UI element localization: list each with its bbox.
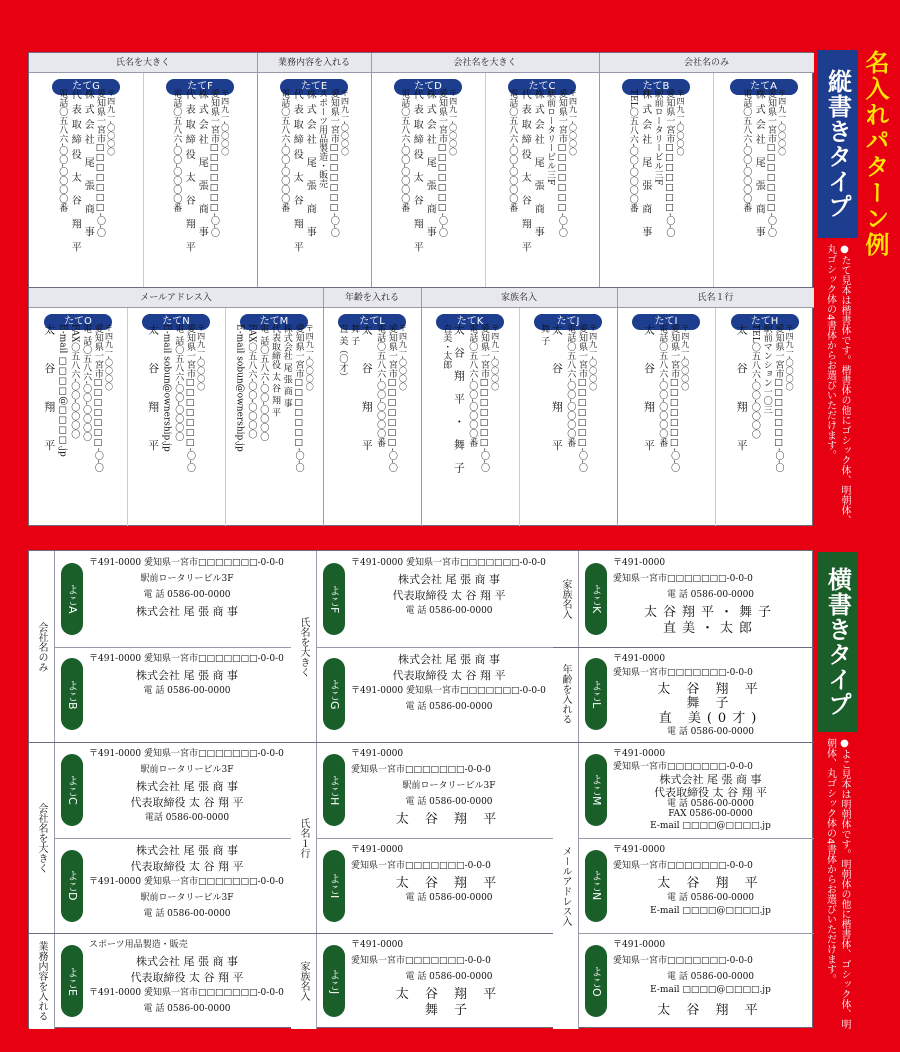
vertical-sample-card — [371, 63, 485, 287]
vertical-text-block — [35, 89, 137, 283]
horizontal-line: 愛知県一宮市□□□□□□□-0-0-0 — [613, 761, 753, 772]
vertical-line: 愛知県一宮市□□□□□□□-〇-〇 — [669, 324, 680, 473]
vgroup-header-row2: 氏名１行 — [617, 288, 814, 308]
horizontal-sample-card — [579, 742, 814, 838]
sample-tag: たてO — [44, 314, 112, 330]
vertical-line: 〒四九一-〇〇〇〇 — [448, 89, 458, 156]
horizontal-line: 駅前ロータリービル3F — [402, 781, 496, 792]
horizontal-line: 〒491-0000 — [613, 844, 666, 855]
vertical-sample-card — [127, 298, 225, 522]
vertical-line: 株式会社 尾 張 商 事 — [424, 89, 436, 242]
vertical-line: 〒四九一-〇〇〇〇 — [305, 324, 315, 391]
sample-tag: よこL — [585, 658, 607, 730]
vertical-text-block — [263, 89, 365, 283]
vertical-line: 株式会社 尾 張 商 事 — [532, 89, 544, 242]
vertical-type-label: 縦書きタイプ — [818, 50, 858, 238]
vertical-line: 株式会社 尾 張 商 事 — [304, 89, 316, 242]
vertical-line: 電話〇五八六-〇〇-〇〇〇〇番 — [657, 324, 668, 448]
vertical-line: 舞 子 — [349, 324, 360, 345]
horizontal-line: 太 谷 翔 平 — [657, 875, 764, 891]
horizontal-line: 電 話 0586-00-0000 — [666, 590, 755, 600]
vertical-line: 電話〇五八六-〇〇-〇〇〇〇番 — [375, 324, 386, 448]
horizontal-line: 愛知県一宮市□□□□□□□-0-0-0 — [351, 860, 491, 871]
vertical-line: 電話〇五八六-〇〇-〇〇〇〇番 — [399, 89, 410, 213]
vertical-line: E-mail sobun@ownership.jp — [234, 324, 245, 452]
divider — [715, 308, 716, 526]
divider — [519, 308, 520, 526]
vertical-line: 〒四九一-〇〇〇〇 — [568, 89, 578, 156]
vertical-line: 太 谷 翔 平 — [735, 324, 749, 463]
horizontal-line: 〒491-0000 愛知県一宮市□□□□□□□-0-0-0 — [89, 749, 284, 760]
sample-tag: よこG — [323, 658, 345, 730]
vertical-line: 電話〇五八六-〇〇-〇〇〇〇番 — [171, 89, 182, 213]
vertical-line: 〒四九一-〇〇〇〇 — [680, 324, 690, 391]
vertical-line: 〒四九一-〇〇〇〇 — [588, 324, 598, 391]
horizontal-line: 〒491-0000 愛知県一宮市□□□□□□□-0-0-0 — [89, 876, 284, 887]
vertical-line: 愛知県一宮市□□□□□□□-〇-〇 — [92, 324, 103, 473]
group-label: 家族名入 — [291, 933, 317, 1029]
sample-tag: よこB — [61, 658, 83, 730]
horizontal-sample-card — [55, 933, 291, 1029]
vertical-line: 電 話〇五八六-〇〇-〇〇〇〇 — [81, 324, 92, 441]
vertical-line: 愛知県一宮市□□□□□□□-〇-〇 — [95, 89, 105, 238]
group-label: 氏名１行 — [291, 742, 317, 933]
vertical-line: 太 谷 翔 平 — [146, 324, 160, 463]
horizontal-sample-card — [579, 933, 814, 1029]
vertical-line: 愛知県一宮市□□□□□□□-〇-〇 — [184, 324, 195, 473]
horizontal-line: 〒491-0000 愛知県一宮市□□□□□□□-0-0-0 — [89, 558, 284, 568]
vertical-line: 駅前マンション一〇三 — [761, 324, 772, 414]
vertical-sample-card — [599, 63, 713, 287]
vertical-sample-card — [257, 63, 371, 287]
horizontal-line: 電 話 0586-00-0000 — [405, 797, 493, 808]
vertical-line: 株式会社 尾 張 商 事 — [639, 89, 651, 242]
vertical-line: 〒四九一-〇〇〇〇 — [398, 324, 408, 391]
horizontal-line: FAX 0586-00-0000 — [668, 808, 753, 819]
vertical-line: 電話〇五八六-〇〇-〇〇〇〇番 — [507, 89, 518, 213]
vgroup-header-row1: 会社名のみ — [599, 53, 814, 73]
horizontal-line: 電 話 0586-00-0000 — [143, 908, 231, 919]
group-label: 業務内容を入れる — [29, 933, 55, 1029]
horizontal-line: 代表取締役 太 谷 翔 平 — [392, 668, 506, 682]
vertical-line: 舞 子 — [539, 324, 550, 345]
group-label: 会社名を大きく — [29, 742, 55, 933]
vertical-text-block — [491, 89, 593, 283]
horizontal-line: 愛知県一宮市□□□□□□□-0-0-0 — [613, 574, 753, 584]
horizontal-sample-card — [579, 838, 814, 934]
vertical-line: 〒四九一-〇〇〇〇 — [490, 324, 500, 391]
divider — [485, 73, 486, 287]
vertical-text-block — [721, 324, 808, 518]
vertical-line: 電話〇五八六-〇〇-〇〇〇〇番 — [467, 324, 478, 448]
vertical-line: 〒四九一-〇〇〇〇 — [340, 89, 350, 156]
vertical-line: E-mail sobun@ownership.jp — [161, 324, 172, 452]
vertical-sample-card — [143, 63, 257, 287]
horizontal-line: 株式会社 尾 張 商 事 — [136, 843, 238, 857]
horizontal-line: 代表取締役 太 谷 翔 平 — [392, 589, 506, 602]
horizontal-sample-card — [579, 647, 814, 743]
horizontal-note: ●よこ見本は明朝体です。明朝体の他に楷書体、ゴシック体、明朝体、丸ゴシック体の4書体からお選びいただけます。 — [824, 738, 850, 1029]
vertical-line: 電 話〇五八六-〇〇-〇〇〇〇 — [173, 324, 184, 441]
vertical-line: 電話〇五八六-〇〇-〇〇〇〇番 — [741, 89, 752, 213]
sample-tag: よこN — [585, 850, 607, 922]
vertical-line: 株式会社 尾 張 商 事 — [82, 89, 94, 242]
horizontal-line: 〒491-0000 愛知県一宮市□□□□□□□-0-0-0 — [351, 685, 546, 696]
vertical-line: FAX〇五八六-〇〇-〇〇〇〇 — [69, 324, 80, 439]
sample-tag: たてA — [730, 79, 798, 95]
page-title: 名入れパターン例 — [861, 50, 889, 258]
vertical-line: 代表取締役 太 谷 翔 平 — [183, 89, 195, 257]
vertical-text-block — [35, 324, 121, 518]
sample-tag: たてK — [436, 314, 504, 330]
horizontal-line: 株式会社 尾 張 商 事 — [398, 652, 500, 666]
sample-tag: よこI — [323, 850, 345, 922]
sample-tag: よこH — [323, 754, 345, 826]
vertical-line: 〒四九一-〇〇〇〇 — [785, 324, 795, 391]
horizontal-line: 電話 0586-00-0000 — [144, 813, 230, 824]
vertical-sample-card — [323, 298, 421, 522]
horizontal-line: 電 話 0586-00-0000 — [405, 701, 493, 712]
vertical-note: ●たて見本は楷書体です。楷書体の他にゴシック体、明朝体、丸ゴシック体の4書体からお選びいただけます。 — [824, 244, 850, 525]
vertical-line: 愛知県一宮市□□□□□□□-〇-〇 — [478, 324, 489, 473]
vertical-line: 愛知県一宮市□□□□□□□-〇-〇 — [773, 324, 784, 473]
vertical-line: 電話〇五八六-〇〇-〇〇〇〇番 — [565, 324, 576, 448]
horizontal-line: 太 谷 翔 平 — [657, 681, 764, 697]
horizontal-line: 駅前ロータリービル3F — [140, 892, 234, 903]
vertical-line: 〒四九一-〇〇〇〇 — [104, 324, 114, 391]
vertical-text-block — [133, 324, 219, 518]
vertical-line: 太 谷 翔 平 — [642, 324, 656, 463]
horizontal-line: 株式会社 尾 張 商 事 — [136, 955, 238, 969]
sample-tag: よこJ — [323, 945, 345, 1017]
horizontal-line: 愛知県一宮市□□□□□□□-0-0-0 — [613, 956, 753, 967]
vertical-sample-card — [519, 298, 617, 522]
horizontal-samples-panel — [28, 550, 813, 1028]
vertical-line: 〒四九一-〇〇〇〇 — [675, 89, 685, 156]
horizontal-line: E-mail □□□□@□□□□.jp — [650, 985, 771, 996]
vertical-samples-panel — [28, 52, 813, 526]
horizontal-line: E-mail □□□□@□□□□.jp — [650, 905, 771, 916]
vertical-line: E-mail □□□□@□□□□.jp — [57, 324, 68, 457]
vertical-line: 愛知県一宮市□□□□□□□-〇-〇 — [293, 324, 304, 473]
vertical-line: 電 話〇五八六-〇〇-〇〇〇〇 — [258, 324, 269, 441]
vertical-line: 駅前ロータリービル三F — [545, 89, 556, 186]
horizontal-sample-card — [55, 838, 291, 934]
vertical-line: 愛知県一宮市□□□□□□□-〇-〇 — [437, 89, 447, 238]
vertical-sample-card — [225, 298, 323, 522]
sample-tag: よこM — [585, 754, 607, 826]
horizontal-line: スポーツ用品製造・販売 — [89, 940, 188, 951]
vertical-sample-card — [29, 298, 127, 522]
vertical-text-block — [605, 89, 707, 283]
horizontal-sample-card — [317, 551, 553, 647]
sample-tag: よこE — [61, 945, 83, 1017]
horizontal-line: 代表取締役 太 谷 翔 平 — [130, 796, 244, 810]
vertical-text-block — [377, 89, 479, 283]
vertical-text-block — [525, 324, 611, 518]
vertical-line: 愛知県一宮市□□□□□□□-〇-〇 — [664, 89, 675, 238]
sample-tag: よこC — [61, 754, 83, 826]
group-label: メールアドレス入 — [553, 742, 579, 1029]
horizontal-line: 〒491-0000 — [351, 940, 404, 951]
vgroup-header-row1: 会社名を大きく — [371, 53, 599, 73]
vgroup-header-row1: 氏名を大きく — [29, 53, 257, 73]
vertical-line: 太 谷 翔 平 — [42, 324, 56, 463]
horizontal-line: 株式会社 尾 張 商 事 — [136, 605, 238, 618]
horizontal-line: 愛知県一宮市□□□□□□□-0-0-0 — [613, 668, 753, 679]
vertical-line: 電話〇五八六-〇〇-〇〇〇〇番 — [57, 89, 68, 213]
vertical-line: 〒四九一-〇〇〇〇 — [196, 324, 206, 391]
horizontal-line: 〒491-0000 — [613, 558, 666, 568]
horizontal-sample-card — [317, 933, 553, 1029]
horizontal-line: 株式会社 尾 張 商 事 — [136, 668, 238, 682]
horizontal-sample-card — [55, 742, 291, 838]
divider — [143, 73, 144, 287]
vertical-line: 直 美（〇才） — [337, 324, 348, 381]
vertical-line: 太谷翔平・舞子 — [452, 324, 466, 485]
group-label: 氏名を大きく — [291, 551, 317, 742]
sample-tag: たてE — [280, 79, 348, 95]
vertical-sample-card — [421, 298, 519, 522]
vertical-line: 株式会社 尾 張 商 事 — [281, 324, 292, 408]
horizontal-line: 〒491-0000 愛知県一宮市□□□□□□□-0-0-0 — [89, 988, 284, 999]
horizontal-line: 舞 子 — [424, 1003, 474, 1019]
group-label: 家族名入 — [553, 551, 579, 647]
horizontal-line: 直美・太郎 — [662, 621, 758, 636]
vertical-text-block — [427, 324, 513, 518]
horizontal-line: 直 美(0才) — [658, 710, 763, 726]
sample-tag: たてD — [394, 79, 462, 95]
horizontal-line: 太 谷 翔 平 — [395, 812, 503, 828]
sample-tag: たてJ — [534, 314, 602, 330]
vertical-line: 電話〇五八六-〇〇-〇〇〇〇番 — [279, 89, 290, 213]
horizontal-line: 〒491-0000 — [613, 653, 666, 664]
horizontal-line: 代表取締役 太 谷 翔 平 — [130, 971, 244, 985]
horizontal-line: 〒491-0000 — [613, 940, 666, 951]
horizontal-sample-card — [55, 647, 291, 743]
horizontal-line: 駅前ロータリービル3F — [140, 574, 234, 584]
sample-tag: たてN — [142, 314, 210, 330]
vertical-sample-card — [617, 298, 715, 522]
vertical-line: 代表取締役 太 谷 翔 平 — [411, 89, 423, 257]
sample-tag: たてM — [240, 314, 308, 330]
vertical-line: 愛知県一宮市□□□□□□□-〇-〇 — [766, 89, 776, 238]
group-label: 会社名のみ — [29, 551, 55, 742]
vertical-line: 代表取締役 太 谷 翔 平 — [69, 89, 81, 257]
vertical-line: FAX〇五八六-〇〇-〇〇〇〇 — [246, 324, 257, 439]
horizontal-line: 太谷翔平・舞子 — [643, 605, 777, 620]
vertical-sample-card — [713, 63, 814, 287]
divider — [127, 308, 128, 526]
sample-tag: たてC — [508, 79, 576, 95]
vertical-line: TEL〇五八六-〇〇-〇〇〇〇 — [749, 324, 760, 439]
vertical-line: 代表取締役 太 谷 翔 平 — [519, 89, 531, 257]
horizontal-line: 舞 子 — [686, 696, 735, 712]
horizontal-sample-card — [317, 647, 553, 743]
horizontal-line: 株式会社 尾 張 商 事 — [136, 780, 238, 794]
divider — [713, 73, 714, 287]
horizontal-line: 電 話 0586-00-0000 — [405, 892, 493, 903]
vertical-line: スポーツ用品製造・販売 — [317, 89, 328, 188]
horizontal-sample-card — [317, 742, 553, 838]
horizontal-line: 〒491-0000 — [613, 749, 666, 760]
sample-tag: よこD — [61, 850, 83, 922]
horizontal-line: 電 話 0586-00-0000 — [143, 1004, 231, 1015]
vertical-sample-card — [715, 298, 814, 522]
vertical-sample-card — [29, 63, 143, 287]
vertical-text-block — [231, 324, 317, 518]
vertical-line: 〒四九一-〇〇〇〇 — [220, 89, 230, 156]
vertical-line: 愛知県一宮市□□□□□□□-〇-〇 — [576, 324, 587, 473]
horizontal-line: 〒491-0000 愛知県一宮市□□□□□□□-0-0-0 — [351, 558, 546, 568]
horizontal-line: 電 話 0586-00-0000 — [143, 685, 231, 696]
horizontal-line: 電 話 0586-00-0000 — [666, 726, 755, 737]
horizontal-line: 〒491-0000 — [351, 749, 404, 760]
sample-tag: たてG — [52, 79, 120, 95]
horizontal-line: 株式会社 尾 張 商 事 — [659, 773, 762, 787]
vertical-line: 直美・太郎 — [441, 324, 452, 369]
horizontal-line: 〒491-0000 — [351, 844, 404, 855]
vertical-line: TEL〇五八六-〇〇-〇〇〇〇番 — [627, 89, 638, 213]
vertical-sample-card — [485, 63, 599, 287]
horizontal-sample-card — [579, 551, 814, 647]
group-label: 年齢を入れる — [553, 647, 579, 743]
sample-tag: たてI — [632, 314, 700, 330]
sample-tag: たてL — [338, 314, 406, 330]
horizontal-line: 駅前ロータリービル3F — [140, 765, 234, 776]
vertical-line: 太 谷 翔 平 — [360, 324, 374, 463]
sample-tag: たてF — [166, 79, 234, 95]
vertical-line: 愛知県一宮市□□□□□□□-〇-〇 — [209, 89, 219, 238]
sample-tag: よこF — [323, 563, 345, 635]
sample-tag: たてB — [622, 79, 690, 95]
horizontal-line: 太 谷 翔 平 — [395, 875, 503, 891]
horizontal-line: 愛知県一宮市□□□□□□□-0-0-0 — [613, 860, 753, 871]
horizontal-line: 太 谷 翔 平 — [657, 1003, 764, 1019]
vertical-line: 〒四九一-〇〇〇〇 — [106, 89, 116, 156]
vgroup-header-row1: 業務内容を入れる — [257, 53, 371, 73]
vertical-line: 愛知県一宮市□□□□□□□-〇-〇 — [386, 324, 397, 473]
vertical-line: 愛知県一宮市□□□□□□□-〇-〇 — [556, 89, 567, 238]
horizontal-line: 電 話 0586-00-0000 — [666, 892, 755, 903]
horizontal-sample-card — [55, 551, 291, 647]
vertical-line: 代表取締役 太 谷 翔 平 — [291, 89, 303, 257]
sample-tag: よこA — [61, 563, 83, 635]
vertical-line: 株式会社 尾 張 商 事 — [753, 89, 765, 242]
horizontal-line: 電 話 0586-00-0000 — [405, 606, 493, 616]
horizontal-line: 愛知県一宮市□□□□□□□-0-0-0 — [351, 765, 491, 776]
horizontal-line: E-mail □□□□@□□□□.jp — [650, 821, 771, 832]
horizontal-line: 太 谷 翔 平 — [395, 987, 503, 1003]
horizontal-line: 電 話 0586-00-0000 — [666, 799, 755, 810]
vgroup-header-row2: 年齢を入れる — [323, 288, 421, 308]
vertical-line: 株式会社 尾 張 商 事 — [196, 89, 208, 242]
vertical-line: 太 谷 翔 平 — [550, 324, 564, 463]
vertical-text-block — [149, 89, 251, 283]
vgroup-header-row2: メールアドレス入 — [29, 288, 323, 308]
divider — [225, 308, 226, 526]
sample-tag: よこK — [585, 563, 607, 635]
horizontal-line: 愛知県一宮市□□□□□□□-0-0-0 — [351, 956, 491, 967]
vertical-text-block — [719, 89, 808, 283]
horizontal-line: 〒491-0000 愛知県一宮市□□□□□□□-0-0-0 — [89, 653, 284, 664]
vertical-text-block — [329, 324, 415, 518]
sample-tag: たてH — [731, 314, 799, 330]
vertical-line: 〒四九一-〇〇〇〇 — [777, 89, 787, 156]
sample-tag: よこO — [585, 945, 607, 1017]
vertical-line: 駅前ロータリービル三F — [652, 89, 663, 186]
vertical-line: 愛知県一宮市□□□□□□□-〇-〇 — [328, 89, 339, 238]
horizontal-sample-card — [317, 838, 553, 934]
horizontal-line: 電 話 0586-00-0000 — [666, 972, 755, 983]
horizontal-line: 電 話 0586-00-0000 — [143, 590, 231, 600]
horizontal-type-label: 横書きタイプ — [818, 552, 858, 732]
horizontal-line: 代表取締役 太 谷 翔 平 — [130, 859, 244, 873]
horizontal-line: 電 話 0586-00-0000 — [405, 972, 493, 983]
horizontal-line: 代表取締役 太 谷 翔 平 — [654, 785, 767, 799]
vertical-text-block — [623, 324, 709, 518]
vgroup-header-row2: 家族名入 — [421, 288, 617, 308]
horizontal-line: 株式会社 尾 張 商 事 — [398, 573, 500, 586]
vertical-line: 代表取締役 太 谷 翔 平 — [270, 324, 280, 417]
